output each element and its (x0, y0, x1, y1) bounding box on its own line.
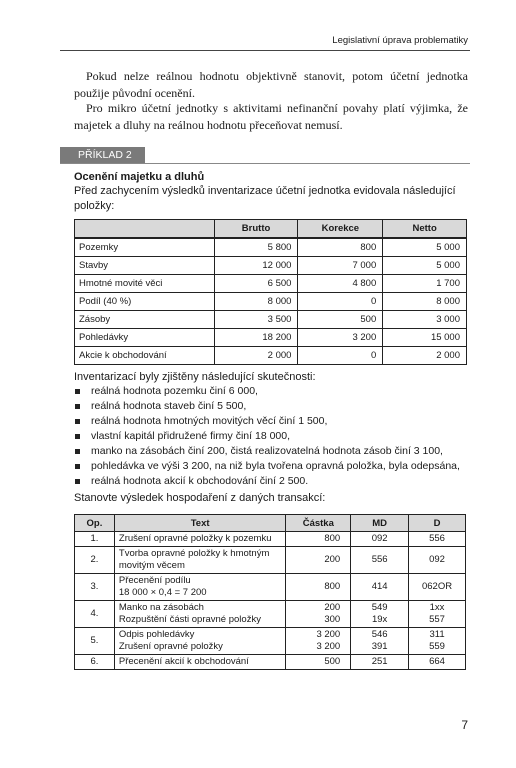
text-cell (114, 547, 285, 574)
facts-list (74, 384, 474, 489)
text-cell-line: Rozpuštění části opravné položky (118, 614, 261, 625)
list-item: pohledávka ve výši 3 200, na niž byla tvořena opravná položka, byla odepsána, (74, 459, 474, 474)
d-cell (409, 628, 466, 655)
amount-cell (286, 628, 351, 655)
table-row (75, 311, 467, 329)
balance-header-cell: Korekce (298, 220, 383, 238)
transactions-header-cell: D (409, 515, 466, 532)
amount-cell-line: 800 (324, 533, 341, 544)
table-row (75, 275, 467, 293)
md-cell (351, 547, 409, 574)
text-cell-line: Zrušení opravné položky k pozemku (118, 533, 272, 544)
table-row (75, 239, 467, 257)
text-cell-line: Přecenění podílu (118, 575, 191, 586)
list-item: reálná hodnota hmotných movitých věcí činí 1 500, (74, 414, 474, 429)
text-cell-line: 18 000 × 0,4 = 7 200 (118, 587, 207, 598)
value-cell: 800 (298, 239, 383, 257)
text-cell (114, 655, 285, 670)
d-cell-line: 311 (429, 629, 445, 640)
d-cell (409, 601, 466, 628)
amount-cell (286, 601, 351, 628)
text-cell-line: Manko na zásobách (118, 602, 204, 613)
task-text: Stanovte výsledek hospodaření z daných transakcí: (74, 492, 326, 504)
value-cell: 1 700 (383, 275, 467, 293)
md-cell (351, 655, 409, 670)
md-cell-line: 414 (371, 581, 388, 592)
text-cell-line: Tvorba opravné položky k hmotným movitým věcem (118, 548, 270, 571)
transactions-header-cell: Op. (75, 515, 115, 532)
d-cell (409, 655, 466, 670)
text-cell (114, 628, 285, 655)
d-cell (409, 547, 466, 574)
balance-table (74, 219, 467, 365)
table-row (75, 628, 466, 655)
value-cell: 7 000 (298, 257, 383, 275)
balance-header-cell: Brutto (214, 220, 298, 238)
md-cell-line: 19x (371, 614, 388, 625)
amount-cell (286, 655, 351, 670)
list-item: reálná hodnota staveb činí 5 500, (74, 399, 474, 414)
text-cell (114, 574, 285, 601)
balance-header-cell: Netto (383, 220, 467, 238)
md-cell-line: 556 (371, 554, 388, 565)
value-cell: 15 000 (383, 329, 467, 347)
value-cell: 18 200 (214, 329, 298, 347)
value-cell: 12 000 (214, 257, 298, 275)
d-cell-line: 664 (429, 656, 445, 667)
op-cell: 2. (75, 547, 115, 574)
paragraph-2: Pro mikro účetní jednotky s aktivitami nefinanční povahy platí výjimka, že majetek a dluhy na reálnou hodnotu přeceňovat nemusí. (74, 101, 468, 132)
text-cell-line: Přecenění akcií k obchodování (118, 656, 249, 667)
item-name-cell: Pozemky (75, 239, 215, 257)
text-cell (114, 532, 285, 547)
d-cell-line: 559 (429, 641, 445, 652)
md-cell (351, 574, 409, 601)
md-cell-line: 391 (371, 641, 388, 652)
value-cell: 8 000 (383, 293, 467, 311)
amount-cell-line: 300 (324, 614, 341, 625)
value-cell: 4 800 (298, 275, 383, 293)
table-row (75, 655, 466, 670)
md-cell-line: 546 (371, 629, 388, 640)
op-cell: 6. (75, 655, 115, 670)
md-cell-line: 549 (371, 602, 388, 613)
list-item: vlastní kapitál přidružené firmy činí 18 000, (74, 429, 474, 444)
balance-header-cell (75, 220, 215, 238)
amount-cell-line: 3 200 (316, 641, 341, 652)
value-cell: 500 (298, 311, 383, 329)
amount-cell-line: 200 (324, 554, 341, 565)
table-row (75, 347, 467, 365)
value-cell: 2 000 (383, 347, 467, 365)
value-cell: 3 500 (214, 311, 298, 329)
d-cell-line: 1xx (429, 602, 445, 613)
transactions-header-cell: MD (351, 515, 409, 532)
amount-cell (286, 574, 351, 601)
md-cell-line: 251 (371, 656, 388, 667)
facts-intro: Inventarizací byly zjištěny následující skutečnosti: (74, 371, 316, 383)
value-cell: 6 500 (214, 275, 298, 293)
table-row (75, 574, 466, 601)
example-subtitle: Ocenění majetku a dluhů (74, 171, 205, 183)
transactions-header-cell: Částka (286, 515, 351, 532)
amount-cell-line: 800 (324, 581, 341, 592)
amount-cell (286, 547, 351, 574)
value-cell: 3 000 (383, 311, 467, 329)
op-cell: 5. (75, 628, 115, 655)
value-cell: 0 (298, 293, 383, 311)
value-cell: 8 000 (214, 293, 298, 311)
table-row (75, 293, 467, 311)
paragraph-1: Pokud nelze reálnou hodnotu objektivně stanovit, potom účetní jednotka použije původní ocenění. (74, 69, 468, 100)
amount-cell-line: 3 200 (316, 629, 341, 640)
item-name-cell: Stavby (75, 257, 215, 275)
list-item: reálná hodnota pozemku činí 6 000, (74, 384, 474, 399)
example-divider (60, 163, 470, 164)
d-cell (409, 574, 466, 601)
d-cell-line: 092 (429, 554, 445, 565)
amount-cell-line: 200 (324, 602, 341, 613)
text-cell-line: Zrušení opravné položky (118, 641, 223, 652)
page-number: 7 (461, 718, 468, 732)
value-cell: 0 (298, 347, 383, 365)
transactions-header-cell: Text (114, 515, 285, 532)
table-row (75, 532, 466, 547)
amount-cell (286, 532, 351, 547)
md-cell (351, 601, 409, 628)
d-cell-line: 557 (429, 614, 445, 625)
value-cell: 5 000 (383, 239, 467, 257)
value-cell: 2 000 (214, 347, 298, 365)
transactions-table (74, 514, 466, 670)
item-name-cell: Akcie k obchodování (75, 347, 215, 365)
list-item: manko na zásobách činí 200, čistá realizovatelná hodnota zásob činí 3 100, (74, 444, 474, 459)
d-cell (409, 532, 466, 547)
item-name-cell: Podíl (40 %) (75, 293, 215, 311)
table-row (75, 547, 466, 574)
table-row (75, 601, 466, 628)
running-header (60, 33, 470, 51)
value-cell: 5 800 (214, 239, 298, 257)
d-cell-line: 062OR (421, 581, 453, 592)
value-cell: 5 000 (383, 257, 467, 275)
amount-cell-line: 500 (324, 656, 341, 667)
op-cell: 4. (75, 601, 115, 628)
md-cell (351, 532, 409, 547)
d-cell-line: 556 (429, 533, 445, 544)
op-cell: 3. (75, 574, 115, 601)
value-cell: 3 200 (298, 329, 383, 347)
table-row (75, 329, 467, 347)
md-cell-line: 092 (371, 533, 388, 544)
example-badge: PŘÍKLAD 2 (60, 147, 145, 164)
header-title: Legislativní úprava problematiky (332, 35, 468, 46)
md-cell (351, 628, 409, 655)
list-item: reálná hodnota akcií k obchodování činí 2 500. (74, 474, 474, 489)
text-cell-line: Odpis pohledávky (118, 629, 195, 640)
item-name-cell: Zásoby (75, 311, 215, 329)
example-intro: Před zachycením výsledků inventarizace účetní jednotka evidovala následující položky: (74, 185, 456, 212)
item-name-cell: Hmotné movité věci (75, 275, 215, 293)
op-cell: 1. (75, 532, 115, 547)
table-row (75, 257, 467, 275)
item-name-cell: Pohledávky (75, 329, 215, 347)
text-cell (114, 601, 285, 628)
